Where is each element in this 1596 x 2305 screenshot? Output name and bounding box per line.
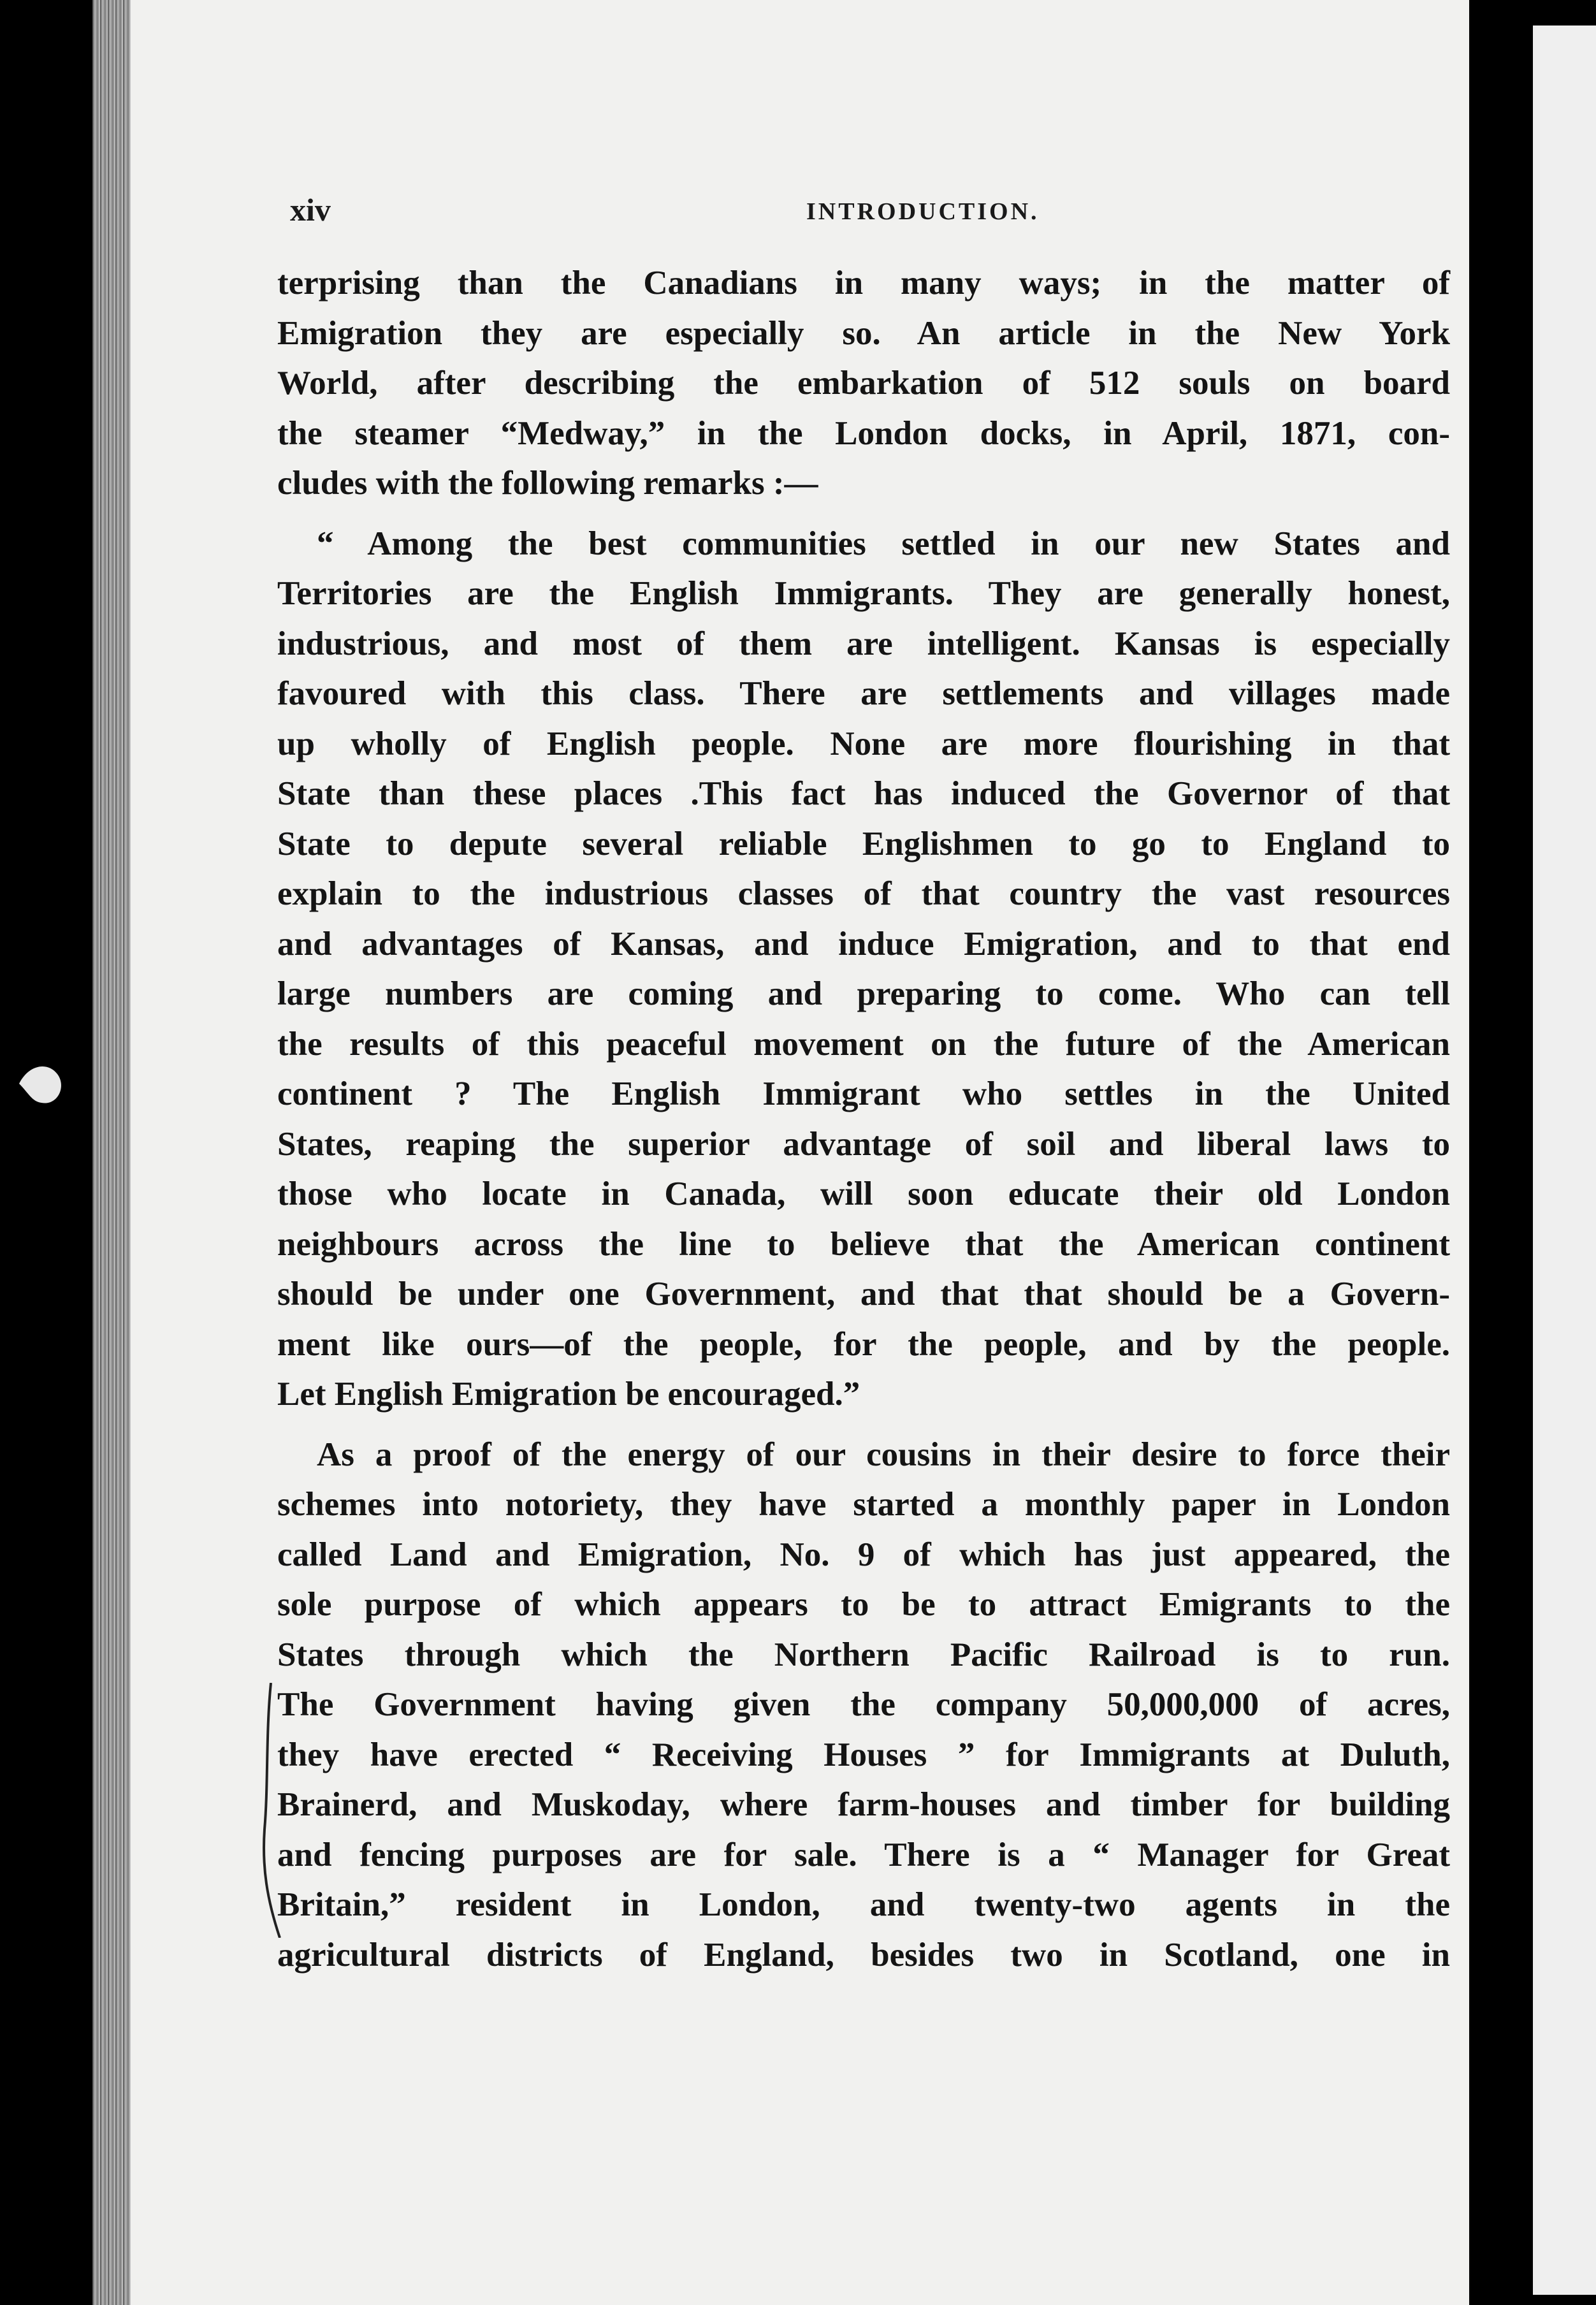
text-line: cludes with the following remarks :— [277,465,818,502]
text-line: should be under one Government, and that that should be a Govern- [277,1276,1450,1312]
text-line: States, reaping the superior advantage of soil and liberal laws to [277,1125,1450,1163]
text-line: the results of this peaceful movement on the future of the American [277,1025,1450,1063]
text-line: agricultural districts of England, besides two in Scotland, one in [277,1936,1450,1974]
text-line: Emigration they are especially so. An article in the New York [277,314,1450,352]
text-line: sole purpose of which appears to be to attract Emigrants to the [277,1586,1450,1623]
text-line: and advantages of Kansas, and induce Emigration, and to that end [277,925,1450,963]
body-text [277,258,1450,1980]
text-line: World, after describing the embarkation of 512 souls on board [277,365,1450,402]
facing-page-edge [1533,25,1596,2295]
text-line: schemes into notoriety, they have started a monthly paper in London [277,1486,1450,1523]
text-line: As a proof of the energy of our cousins in their desire to force their [317,1436,1450,1473]
page-number: xiv [290,192,331,228]
running-title: INTRODUCTION. [806,198,1040,225]
running-head [290,191,1042,242]
text-line: called Land and Emigration, No. 9 of which has just appeared, the [277,1536,1450,1573]
paragraph-2-quotation [277,519,1450,1420]
text-line: State than these places .This fact has induced the Governor of that [277,775,1450,812]
book-spine-edge [92,0,131,2305]
text-line: explain to the industrious classes of that country the vast resources [277,875,1450,912]
text-line: up wholly of English people. None are more flourishing in that [277,725,1450,762]
text-line: terprising than the Canadians in many ways; in the matter of [277,265,1450,302]
text-line: neighbours across the line to believe that the American continent [277,1225,1450,1263]
text-line: Let English Emigration be encouraged.” [277,1376,860,1413]
text-line: States through which the Northern Pacific Railroad is to run. [277,1636,1450,1673]
text-line: favoured with this class. There are settlements and villages made [277,675,1450,712]
text-line: Brainerd, and Muskoday, where farm-houses and timber for building [277,1786,1450,1823]
text-line: The Government having given the company 50,000,000 of acres, [277,1686,1450,1723]
text-line: State to depute several reliable Englishmen to go to England to [277,825,1450,862]
text-line: industrious, and most of them are intelligent. Kansas is especially [277,625,1450,662]
paragraph-3 [277,1430,1450,1981]
text-line: the steamer “Medway,” in the London docks, in April, 1871, con- [277,414,1450,452]
text-line: they have erected “ Receiving Houses ” for Immigrants at Duluth, [277,1736,1450,1773]
text-line: Territories are the English Immigrants. They are generally honest, [277,575,1450,612]
text-line: large numbers are coming and preparing to come. Who can tell [277,975,1450,1012]
text-line: “ Among the best communities settled in our new States and [317,525,1450,562]
scan-edge-blot [13,1052,70,1116]
text-line: and fencing purposes are for sale. There is a “ Manager for Great [277,1836,1450,1873]
text-line: ment like ours—of the people, for the people, and by the people. [277,1325,1450,1363]
text-line: Britain,” resident in London, and twenty-two agents in the [277,1886,1450,1923]
handwritten-margin-bracket [252,1683,290,1938]
text-line: those who locate in Canada, will soon educate their old London [277,1175,1450,1212]
paragraph-1 [277,258,1450,509]
book-page [92,0,1469,2305]
text-line: continent ? The English Immigrant who settles in the United [277,1075,1450,1112]
